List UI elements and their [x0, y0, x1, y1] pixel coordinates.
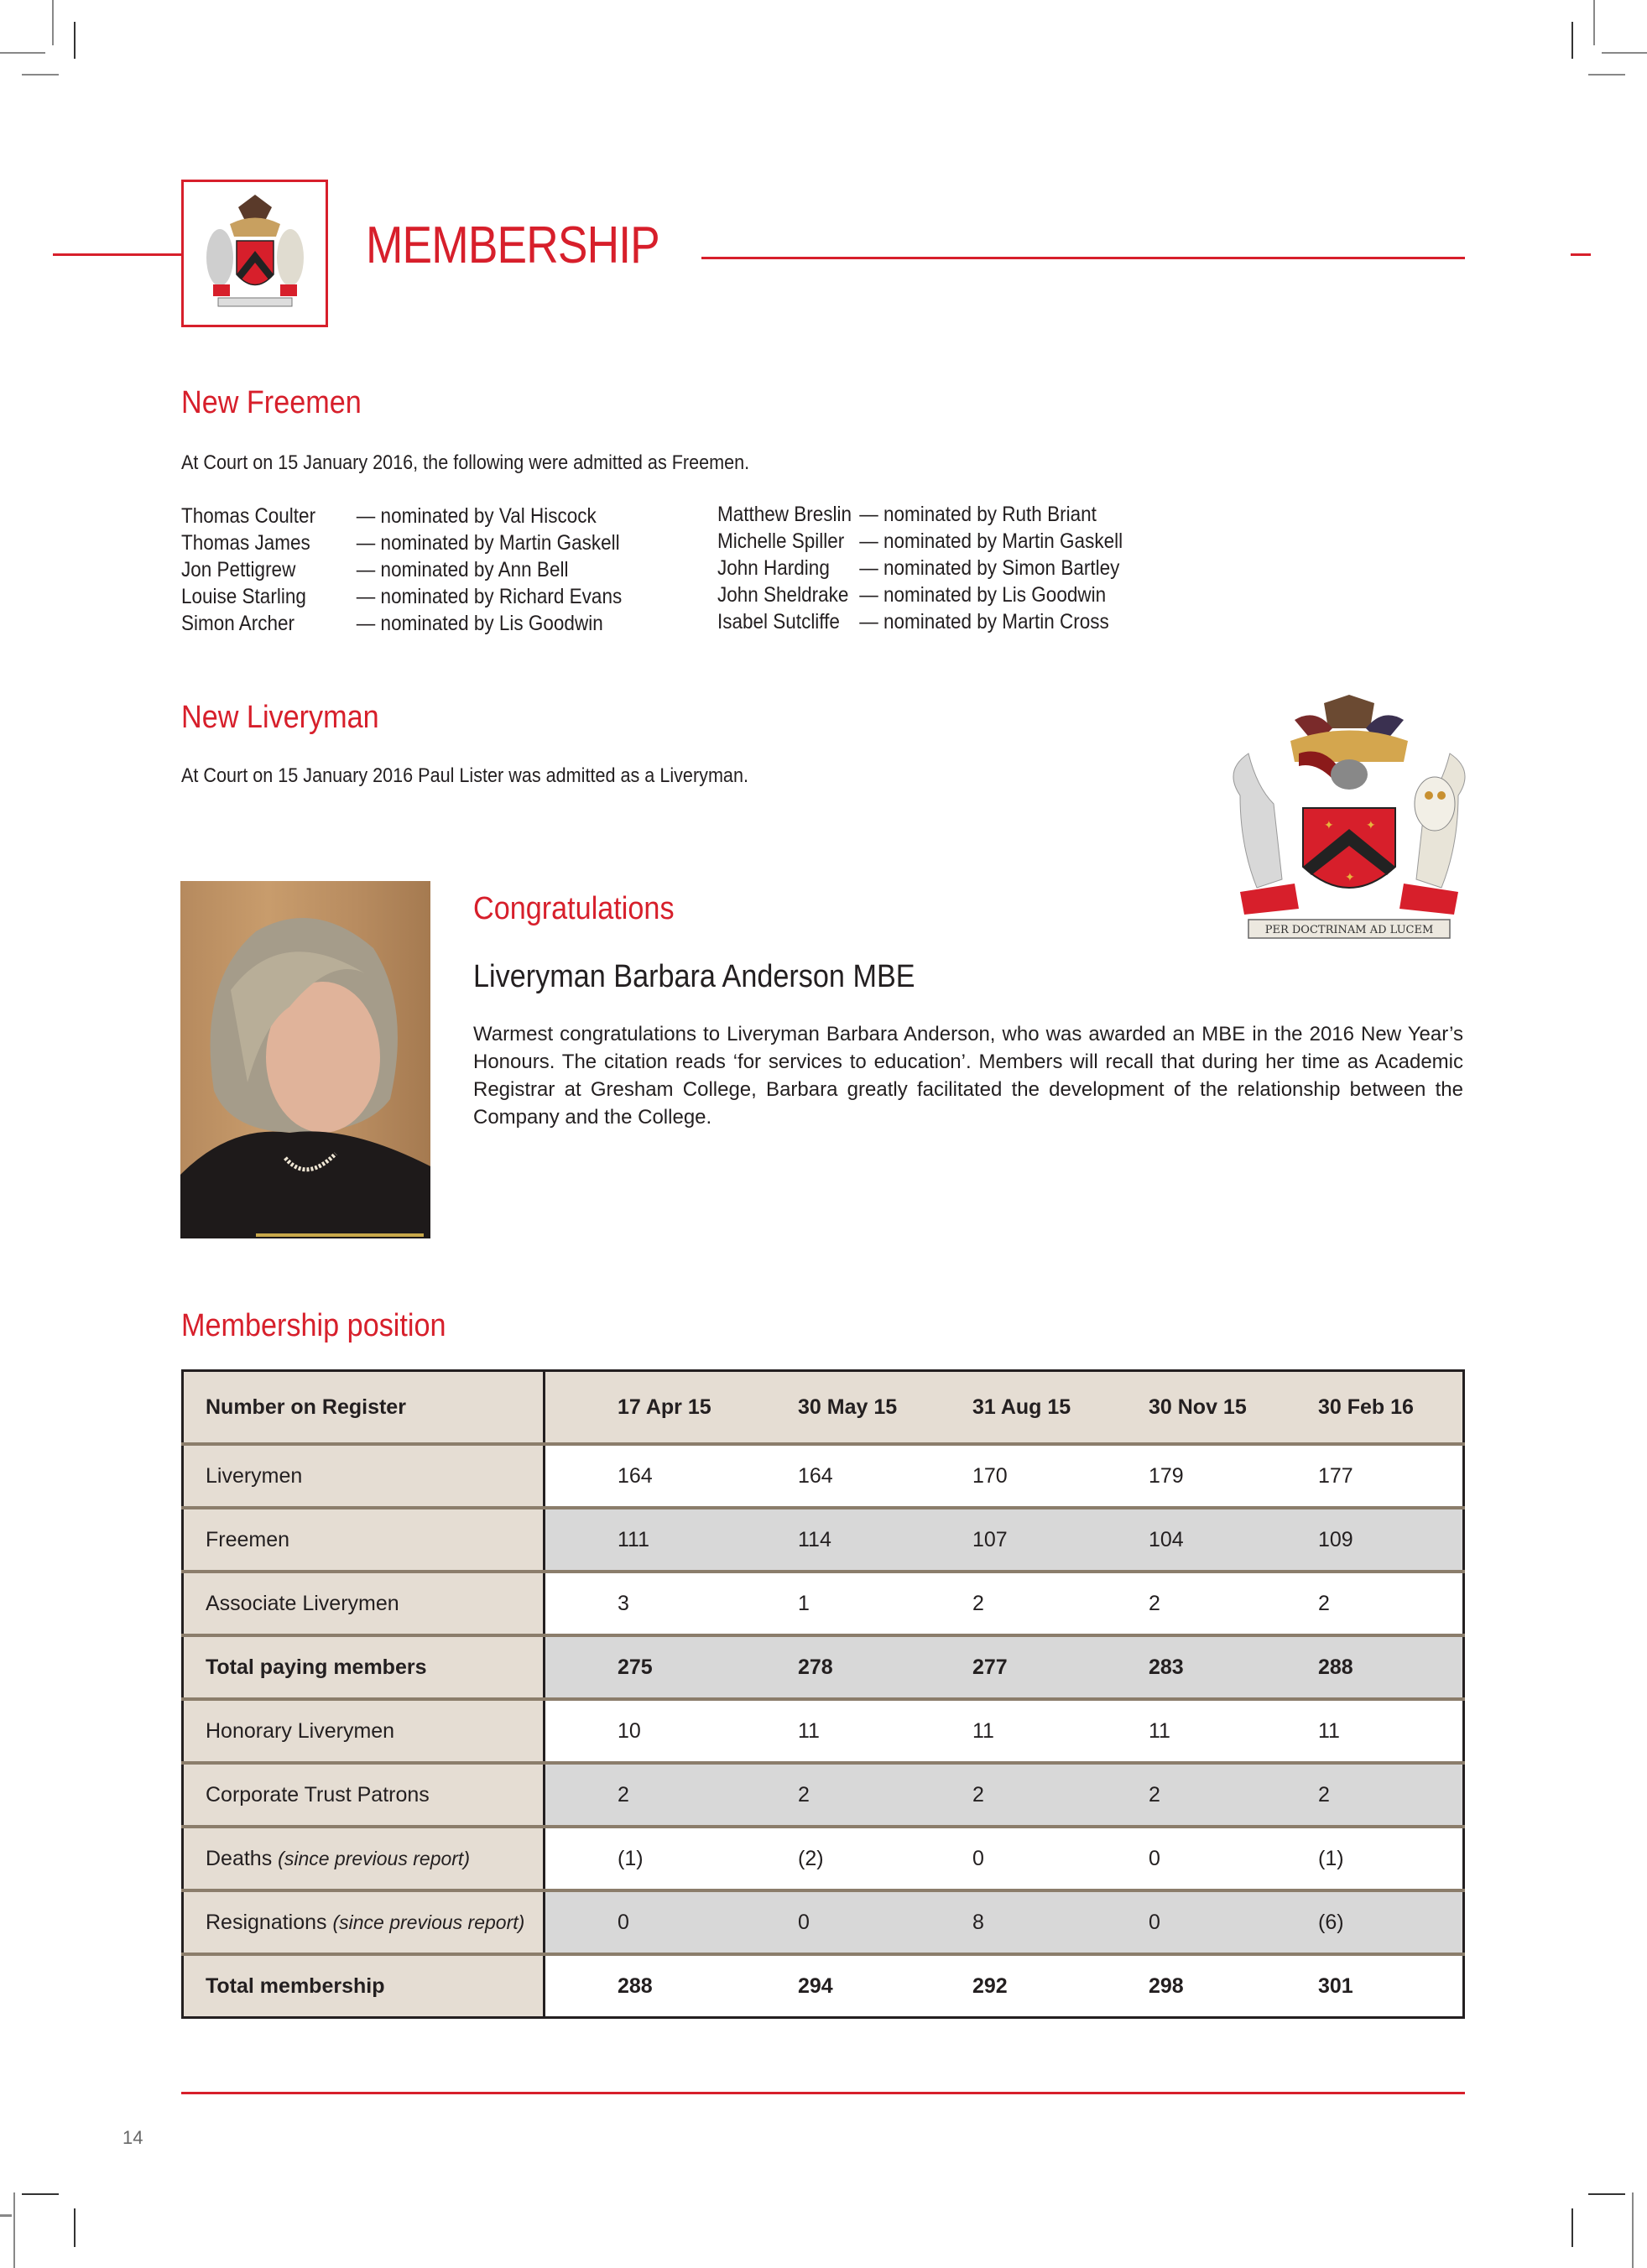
coat-of-arms-icon — [196, 190, 314, 316]
table-cell: 164 — [798, 1444, 972, 1508]
freeman-name: John Harding — [717, 556, 830, 580]
list-item — [181, 610, 622, 637]
congratulations-subheading: Liveryman Barbara Anderson MBE — [473, 959, 915, 994]
nominated-by: — nominated by Lis Goodwin — [859, 583, 1107, 607]
table-cell: 278 — [798, 1635, 972, 1699]
congratulations-heading: Congratulations — [473, 891, 675, 926]
table-cell: 170 — [972, 1444, 1149, 1508]
list-item — [717, 581, 1123, 608]
table-cell: 301 — [1318, 1973, 1353, 1998]
table-row — [183, 1890, 1464, 1954]
table-cell: 109 — [1318, 1508, 1464, 1572]
crop-mark — [1632, 2192, 1634, 2268]
new-freemen-intro: At Court on 15 January 2016, the following were admitted as Freemen. — [181, 451, 750, 474]
table-cell: 283 — [1149, 1635, 1318, 1699]
crest-motto: PER DOCTRINAM AD LUCEM — [1264, 924, 1434, 936]
list-item — [181, 503, 622, 529]
table-cell: 11 — [972, 1699, 1149, 1763]
table-cell: 0 — [1149, 1827, 1318, 1890]
crop-mark — [1602, 52, 1647, 54]
page-number: 14 — [122, 2127, 143, 2148]
nominated-by: — nominated by Richard Evans — [356, 585, 623, 608]
table-row — [183, 1763, 1464, 1827]
table-cell: 164 — [545, 1444, 799, 1508]
row-label — [183, 1763, 545, 1827]
header-rule-tick — [1571, 253, 1591, 256]
table-cell: 277 — [972, 1635, 1149, 1699]
table-cell: (1) — [1318, 1827, 1464, 1890]
header-rule-right — [701, 257, 1465, 259]
column-header: 30 May 15 — [798, 1371, 972, 1445]
table-cell: 107 — [972, 1508, 1149, 1572]
nominated-by: — nominated by Martin Cross — [859, 610, 1109, 633]
coat-of-arms-icon — [1215, 695, 1483, 960]
table-cell: 288 — [1318, 1635, 1464, 1699]
row-label-text: Honorary Liverymen — [206, 1718, 395, 1743]
row-label — [183, 1572, 545, 1635]
freeman-name: John Sheldrake — [717, 583, 849, 607]
freeman-name: Louise Starling — [181, 585, 306, 608]
row-label-text: Freemen — [206, 1527, 290, 1551]
crop-mark — [1588, 2193, 1625, 2195]
table-cell: 0 — [545, 1890, 799, 1954]
crop-mark — [74, 2208, 76, 2247]
table-cell: 1 — [798, 1572, 972, 1635]
coat-of-arms-image — [1215, 695, 1483, 960]
table-cell: 294 — [798, 1973, 833, 1998]
crop-mark — [0, 52, 45, 54]
table-cell: 3 — [545, 1572, 799, 1635]
nominated-by: — nominated by Ann Bell — [356, 558, 569, 581]
list-item — [717, 608, 1123, 635]
crop-mark — [1588, 74, 1625, 76]
table-cell: 288 — [618, 1973, 653, 1998]
freeman-name: Jon Pettigrew — [181, 558, 296, 581]
nominated-by: — nominated by Ruth Briant — [859, 503, 1097, 526]
freemen-list-left — [181, 503, 622, 637]
page-title: MEMBERSHIP — [366, 216, 659, 274]
freeman-name: Matthew Breslin — [717, 503, 852, 526]
freeman-name: Thomas James — [181, 531, 310, 555]
table-row — [183, 1508, 1464, 1572]
table-cell: 10 — [545, 1699, 799, 1763]
crop-mark — [22, 2193, 59, 2195]
column-header: 17 Apr 15 — [545, 1371, 799, 1445]
crop-mark — [74, 22, 76, 59]
row-label-text: Total paying members — [206, 1655, 427, 1679]
row-label-text: Resignations — [206, 1910, 333, 1934]
table-cell: 2 — [1318, 1572, 1464, 1635]
table-cell: 2 — [1149, 1763, 1318, 1827]
row-label — [183, 1444, 545, 1508]
freeman-name: Thomas Coulter — [181, 504, 316, 528]
column-header: 30 Feb 16 — [1318, 1371, 1464, 1445]
crop-mark — [1593, 0, 1595, 45]
svg-text:✦: ✦ — [1324, 819, 1334, 832]
nominated-by: — nominated by Val Hiscock — [356, 504, 597, 528]
row-label — [183, 1699, 545, 1763]
freeman-name: Simon Archer — [181, 612, 295, 635]
footer-rule — [181, 2092, 1465, 2094]
header-rule-left — [53, 253, 181, 256]
new-liveryman-heading: New Liveryman — [181, 700, 379, 735]
crop-mark — [1571, 22, 1573, 59]
crest-logo-box — [181, 180, 328, 327]
nominated-by: — nominated by Lis Goodwin — [356, 612, 603, 635]
table-cell: 11 — [1318, 1699, 1464, 1763]
row-label — [183, 1890, 545, 1954]
svg-text:✦: ✦ — [1345, 871, 1355, 884]
crop-mark — [1571, 2208, 1573, 2247]
table-cell: 2 — [972, 1572, 1149, 1635]
table-cell: 11 — [1149, 1699, 1318, 1763]
table-cell: 0 — [1149, 1890, 1318, 1954]
column-header: Number on Register — [183, 1371, 545, 1445]
crop-mark — [0, 2214, 12, 2217]
table-row — [183, 1954, 1464, 2018]
new-freemen-heading: New Freemen — [181, 385, 362, 420]
crop-mark — [52, 0, 54, 45]
table-row — [183, 1444, 1464, 1508]
table-row — [183, 1699, 1464, 1763]
table-cell: 111 — [545, 1508, 799, 1572]
table-cell: 8 — [972, 1890, 1149, 1954]
row-label-text: Total membership — [206, 1973, 385, 1998]
row-label-text: Liverymen — [206, 1463, 303, 1488]
row-label — [183, 1508, 545, 1572]
portrait-icon — [180, 881, 430, 1238]
row-label — [183, 1635, 545, 1699]
table-cell: 0 — [972, 1827, 1149, 1890]
list-item — [181, 556, 622, 583]
table-cell: 177 — [1318, 1444, 1464, 1508]
table-row — [183, 1635, 1464, 1699]
table-cell: 2 — [545, 1763, 799, 1827]
table-cell: (2) — [798, 1827, 972, 1890]
table-row — [183, 1572, 1464, 1635]
table-cell: 2 — [1149, 1572, 1318, 1635]
list-item — [181, 529, 622, 556]
table-cell: 275 — [545, 1635, 799, 1699]
table-cell: (1) — [545, 1827, 799, 1890]
list-item — [717, 528, 1123, 555]
table-cell: (6) — [1318, 1890, 1464, 1954]
nominated-by: — nominated by Martin Gaskell — [859, 529, 1123, 553]
list-item — [717, 555, 1123, 581]
membership-position-heading: Membership position — [181, 1308, 446, 1343]
row-label-note: (since previous report) — [278, 1847, 470, 1869]
nominated-by: — nominated by Simon Bartley — [859, 556, 1120, 580]
svg-text:✦: ✦ — [1366, 819, 1376, 832]
freemen-list-right — [717, 501, 1123, 635]
list-item — [181, 583, 622, 610]
crop-mark — [22, 74, 59, 76]
table-header-row — [183, 1371, 1464, 1445]
row-label-text: Corporate Trust Patrons — [206, 1782, 430, 1807]
list-item — [717, 501, 1123, 528]
table-cell: 2 — [1318, 1763, 1464, 1827]
row-label — [183, 1954, 545, 2018]
table-cell: 104 — [1149, 1508, 1318, 1572]
congratulations-text: Warmest congratulations to Liveryman Barbara Anderson, who was awarded an MBE in the 2016 New Year’s Honours. The citation reads ‘for services to education’. Members will recall that during her time as Academic Registrar at Gresham College, Barbara greatly facilitated the development of the relationship between the Company and the College. — [473, 1023, 1463, 1129]
portrait-photo — [180, 881, 430, 1238]
column-header: 30 Nov 15 — [1149, 1371, 1318, 1445]
crop-mark — [13, 2192, 15, 2268]
table-cell: 114 — [798, 1508, 972, 1572]
table-cell: 292 — [972, 1973, 1008, 1998]
row-label-note: (since previous report) — [332, 1911, 525, 1933]
column-header: 31 Aug 15 — [972, 1371, 1149, 1445]
table-cell: 2 — [972, 1763, 1149, 1827]
row-label-text: Deaths — [206, 1846, 279, 1870]
freeman-name: Michelle Spiller — [717, 529, 845, 553]
table-cell: 11 — [798, 1699, 972, 1763]
nominated-by: — nominated by Martin Gaskell — [356, 531, 620, 555]
membership-table — [181, 1369, 1465, 2019]
freeman-name: Isabel Sutcliffe — [717, 610, 840, 633]
table-cell: 0 — [798, 1890, 972, 1954]
table-cell: 2 — [798, 1763, 972, 1827]
table-cell: 298 — [1149, 1973, 1184, 1998]
row-label-text: Associate Liverymen — [206, 1591, 399, 1615]
table-cell: 179 — [1149, 1444, 1318, 1508]
table-row — [183, 1827, 1464, 1890]
row-label — [183, 1827, 545, 1890]
new-liveryman-text: At Court on 15 January 2016 Paul Lister was admitted as a Liveryman. — [181, 764, 748, 787]
